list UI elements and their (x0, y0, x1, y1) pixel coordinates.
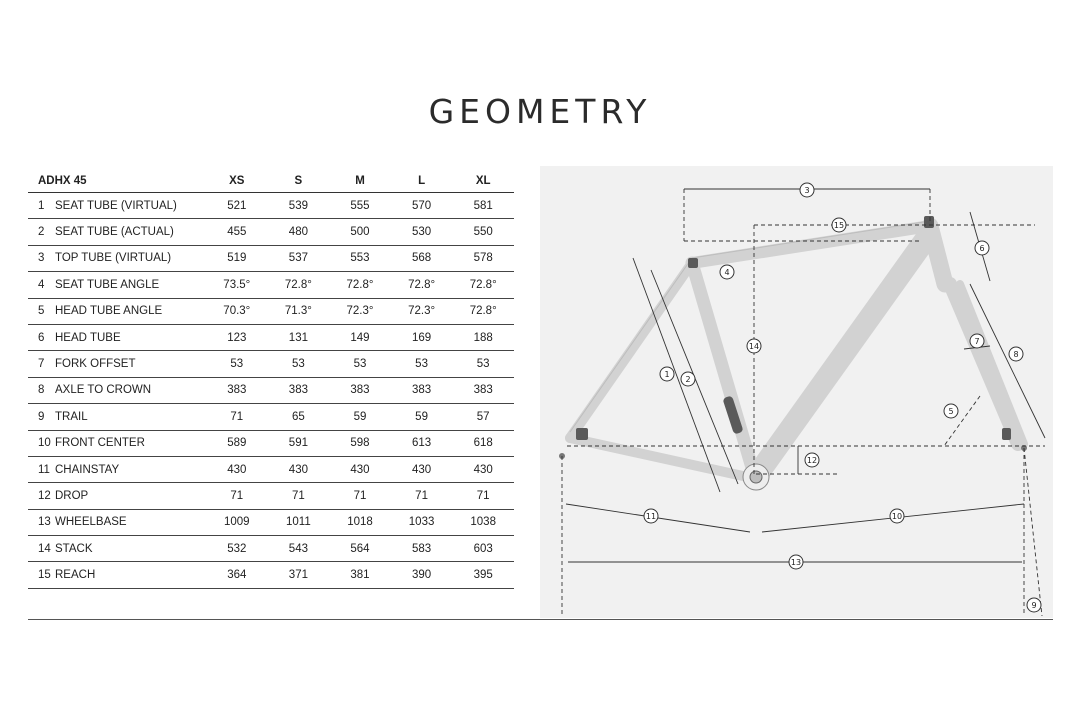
row-label-text: FRONT CENTER (55, 437, 145, 450)
cell-xl: 53 (452, 351, 514, 377)
cell-s: 131 (268, 324, 330, 350)
row-label (28, 351, 206, 377)
cell-xl: 395 (452, 562, 514, 588)
cell-m: 72.8° (329, 272, 391, 298)
cell-xs: 73.5° (206, 272, 268, 298)
row-label-text: TOP TUBE (VIRTUAL) (55, 252, 172, 265)
row-number: 13 (38, 516, 51, 529)
cell-m: 430 (329, 456, 391, 482)
cell-xl: 72.8° (452, 298, 514, 324)
cell-l: 383 (391, 377, 453, 403)
row-label (28, 456, 206, 482)
row-label-text: TRAIL (55, 410, 88, 423)
table-row (28, 351, 514, 377)
row-number: 7 (38, 358, 45, 371)
cell-xl: 550 (452, 219, 514, 245)
model-name: ADHX 45 (28, 170, 206, 193)
cell-l: 430 (391, 456, 453, 482)
cell-m: 598 (329, 430, 391, 456)
table-row (28, 193, 514, 219)
marker-1: 1 (664, 370, 670, 379)
cell-s: 71 (268, 483, 330, 509)
cell-xs: 589 (206, 430, 268, 456)
marker-15: 15 (833, 221, 845, 230)
row-number: 5 (38, 305, 45, 318)
geometry-table-body (28, 193, 514, 589)
row-number: 6 (38, 331, 45, 344)
cell-m: 72.3° (329, 298, 391, 324)
row-number: 8 (38, 384, 45, 397)
cell-xs: 1009 (206, 509, 268, 535)
cell-m: 381 (329, 562, 391, 588)
row-label-text: REACH (55, 569, 96, 582)
marker-2: 2 (685, 375, 691, 384)
table-row (28, 562, 514, 588)
row-label (28, 509, 206, 535)
cell-s: 383 (268, 377, 330, 403)
row-label (28, 483, 206, 509)
row-label (28, 404, 206, 430)
cell-xl: 72.8° (452, 272, 514, 298)
table-row (28, 219, 514, 245)
cell-xl: 581 (452, 193, 514, 219)
row-label-text: HEAD TUBE ANGLE (55, 305, 163, 318)
geometry-table (28, 170, 514, 589)
row-number: 4 (38, 278, 45, 291)
size-header-m: M (329, 170, 391, 193)
row-number: 2 (38, 226, 45, 239)
row-label (28, 245, 206, 271)
cell-l: 583 (391, 536, 453, 562)
row-label (28, 193, 206, 219)
marker-8: 8 (1013, 350, 1019, 359)
row-label-text: AXLE TO CROWN (55, 384, 152, 397)
cell-xs: 364 (206, 562, 268, 588)
table-row (28, 404, 514, 430)
size-header-xl: XL (452, 170, 514, 193)
marker-14: 14 (748, 342, 760, 351)
cell-l: 169 (391, 324, 453, 350)
cell-xl: 430 (452, 456, 514, 482)
cell-xl: 578 (452, 245, 514, 271)
row-label-text: SEAT TUBE ANGLE (55, 278, 160, 291)
size-header-l: L (391, 170, 453, 193)
row-label-text: HEAD TUBE (55, 331, 121, 344)
table-row (28, 272, 514, 298)
cell-xs: 71 (206, 483, 268, 509)
cell-l: 530 (391, 219, 453, 245)
table-row (28, 536, 514, 562)
marker-3: 3 (804, 186, 810, 195)
marker-5: 5 (948, 407, 954, 416)
cell-l: 568 (391, 245, 453, 271)
bike-geometry-diagram (540, 166, 1053, 618)
row-number: 14 (38, 542, 51, 555)
cell-s: 1011 (268, 509, 330, 535)
row-number: 3 (38, 252, 45, 265)
row-label (28, 562, 206, 588)
cell-xs: 532 (206, 536, 268, 562)
row-label (28, 219, 206, 245)
row-label-text: CHAINSTAY (55, 463, 120, 476)
row-number: 12 (38, 489, 51, 502)
cell-l: 1033 (391, 509, 453, 535)
cell-xl: 618 (452, 430, 514, 456)
row-number: 9 (38, 410, 45, 423)
cell-xs: 123 (206, 324, 268, 350)
row-label (28, 298, 206, 324)
cell-m: 1018 (329, 509, 391, 535)
row-label-text: STACK (55, 542, 93, 555)
baseline-divider (28, 619, 1053, 620)
table-row (28, 377, 514, 403)
page-title: GEOMETRY (428, 92, 652, 131)
cell-xl: 188 (452, 324, 514, 350)
row-number: 11 (38, 463, 50, 476)
cell-l: 570 (391, 193, 453, 219)
marker-6: 6 (979, 244, 985, 253)
row-label-text: SEAT TUBE (VIRTUAL) (55, 199, 177, 212)
cell-xs: 383 (206, 377, 268, 403)
row-label-text: WHEELBASE (55, 516, 127, 529)
cell-xl: 71 (452, 483, 514, 509)
cell-s: 72.8° (268, 272, 330, 298)
cell-l: 390 (391, 562, 453, 588)
cell-l: 59 (391, 404, 453, 430)
cell-m: 553 (329, 245, 391, 271)
cell-m: 71 (329, 483, 391, 509)
row-label (28, 377, 206, 403)
cell-s: 539 (268, 193, 330, 219)
cell-s: 480 (268, 219, 330, 245)
cell-m: 564 (329, 536, 391, 562)
cell-s: 591 (268, 430, 330, 456)
cell-xl: 383 (452, 377, 514, 403)
cell-s: 543 (268, 536, 330, 562)
size-header-s: S (268, 170, 330, 193)
cell-xs: 53 (206, 351, 268, 377)
marker-10: 10 (891, 512, 903, 521)
cell-s: 65 (268, 404, 330, 430)
cell-m: 383 (329, 377, 391, 403)
row-number: 15 (38, 569, 51, 582)
cell-s: 53 (268, 351, 330, 377)
cell-l: 72.3° (391, 298, 453, 324)
cell-xs: 430 (206, 456, 268, 482)
row-label (28, 430, 206, 456)
row-label-text: DROP (55, 489, 89, 502)
table-row (28, 324, 514, 350)
cell-m: 53 (329, 351, 391, 377)
table-row (28, 509, 514, 535)
cell-xs: 71 (206, 404, 268, 430)
frame-illustration (540, 166, 1053, 618)
row-number: 1 (38, 199, 45, 212)
cell-xl: 57 (452, 404, 514, 430)
cell-m: 500 (329, 219, 391, 245)
cell-l: 613 (391, 430, 453, 456)
marker-7: 7 (974, 337, 980, 346)
cell-l: 71 (391, 483, 453, 509)
cell-m: 149 (329, 324, 391, 350)
row-label-text: FORK OFFSET (55, 358, 136, 371)
table-row (28, 456, 514, 482)
cell-s: 537 (268, 245, 330, 271)
table-row (28, 483, 514, 509)
marker-9: 9 (1031, 601, 1037, 610)
cell-xl: 1038 (452, 509, 514, 535)
cell-l: 53 (391, 351, 453, 377)
cell-s: 371 (268, 562, 330, 588)
row-label (28, 272, 206, 298)
marker-12: 12 (806, 456, 818, 465)
cell-xs: 521 (206, 193, 268, 219)
row-label-text: SEAT TUBE (ACTUAL) (55, 226, 174, 239)
row-number: 10 (38, 437, 51, 450)
marker-13: 13 (790, 558, 802, 567)
cell-m: 555 (329, 193, 391, 219)
marker-11: 11 (645, 512, 657, 521)
marker-4: 4 (724, 268, 730, 277)
table-header-row (28, 170, 514, 193)
cell-s: 71.3° (268, 298, 330, 324)
cell-m: 59 (329, 404, 391, 430)
cell-xs: 519 (206, 245, 268, 271)
table-row (28, 245, 514, 271)
cell-s: 430 (268, 456, 330, 482)
table-row (28, 298, 514, 324)
cell-xl: 603 (452, 536, 514, 562)
row-label (28, 324, 206, 350)
size-header-xs: XS (206, 170, 268, 193)
cell-l: 72.8° (391, 272, 453, 298)
cell-xs: 455 (206, 219, 268, 245)
cell-xs: 70.3° (206, 298, 268, 324)
table-row (28, 430, 514, 456)
row-label (28, 536, 206, 562)
